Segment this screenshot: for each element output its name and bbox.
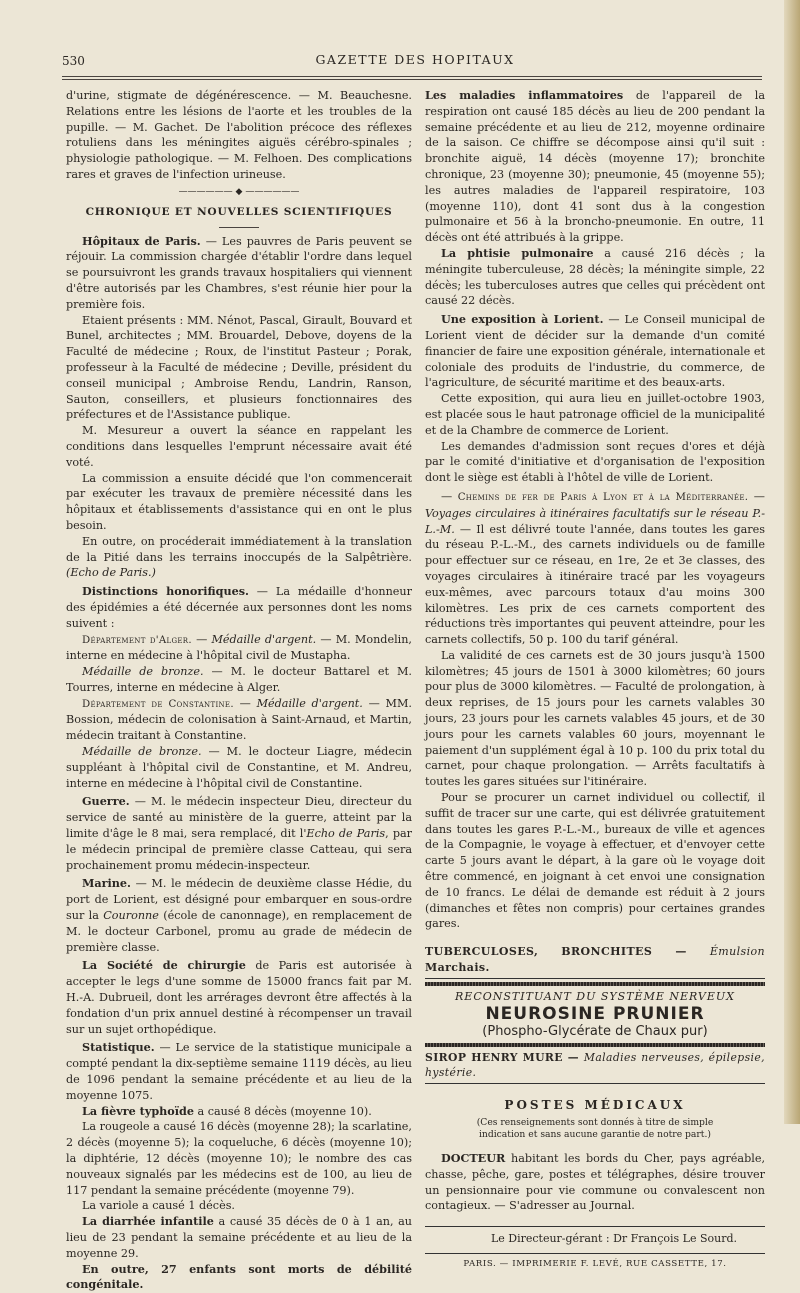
respir-text: de l'appareil de la respiration ont causé 185 décès au lieu de 200 pendant la semaine précédente et au lieu de 212, moyenne ordinaire de la saison. Ce chiffre se décompose ainsi qu'il suit : bronchite aiguë, 14 décès (moyenne 17); bronchite chronique, 23 (moyenne 30); pneumonie, 45 (moyenne 55); les autres maladies de l'appareil respiratoire, 103 (moyenne 110), dont 41 sont dus à la congestion pulmonaire et 56 à la broncho-pneumonie. En outre, 11 décès ont été attribués à la grippe. <box>425 89 766 245</box>
rougeole-paragraph: La rougeole a causé 16 décès (moyenne 28); la scarlatine, 2 décès (moyenne 5); la coqueluche, 6 décès (moyenne 10); la diphtérie, 12 décès (moyenne 10); le nombre des cas nouveaux signalés par les médecins est de 100, au lieu de 117 pendant la semaine précédente (moyenne 79). <box>66 1120 412 1197</box>
advertisement-block <box>425 944 765 1084</box>
phtisie-paragraph <box>425 246 765 309</box>
const-medal: Médaille d'argent. <box>256 696 363 710</box>
const-text: — MM. Bossion, médecin de colonisation à Saint-Arnaud, et Martin, médecin traitant à Constantine. <box>66 696 412 743</box>
translation-source: (Echo de Paris.) <box>66 566 156 580</box>
stat-text: — Le service de la statistique municipale a compté pendant la dix-septième semaine 1119 décès, au lieu de 1096 pendant la semaine précédente et au lieu de la moyenne 1075. <box>66 1041 412 1102</box>
respiration-paragraph <box>425 88 765 246</box>
statistique-paragraph <box>66 1040 412 1103</box>
translation-text: En outre, on procéderait immédiatement à la translation de la Pitié dans les terrains inoccupés de la Salpêtrière. <box>66 534 412 564</box>
presents-paragraph: Etaient présents : MM. Nénot, Pascal, Girault, Bouvard et Bunel, architectes ; MM. Brouardel, Debove, doyens de la Faculté de médecine ; Roux, de l'institut Pasteur ; Porak, professeur à la Faculté de médecine ; Deville, président du conseil municipal ; Ambroise Rendu, Landrin, Ranson, Sauton, conseillers, et plusieurs fonctionnaires des préfectures et de l'Assistance publique. <box>66 313 412 422</box>
ad-sirop-desc: Maladies nerveuses, épilepsie, hystérie. <box>425 1050 766 1080</box>
validite-paragraph: La validité de ces carnets est de 30 jours jusqu'à 1500 kilomètres; 45 jours de 1501 à 3000 kilomètres; 60 jours pour plus de 3000 kilomètres. — Faculté de prolongation, à deux reprises, de 15 jours pour les carnets valables 30 jours, 23 jours pour les carnets valables 45 jours, et de 30 jours pour les carnets valables 60 jours, moyennant le paiement d'un supplément égal à 10 p. 100 du prix total du carnet, pour chaque prolongation. — Arrêts facultatifs à toutes les gares situées sur l'itinéraire. <box>425 648 765 789</box>
phtisie-lead: La phtisie pulmonaire <box>441 245 594 260</box>
ad-emulsion: Émulsion <box>709 945 765 959</box>
right-column <box>425 88 765 1273</box>
alger-medal: Médaille d'argent. <box>211 632 317 646</box>
marine-paragraph <box>66 876 412 955</box>
ad-tuberculoses <box>425 944 765 979</box>
typhoide-paragraph <box>66 1104 412 1120</box>
expo-date-paragraph: Cette exposition, qui aura lieu en juillet-octobre 1903, est placée sous le haut patronage officiel de la municipalité et de la Chambre de commerce de Lorient. <box>425 392 765 437</box>
const-bronze-text: — M. le docteur Liagre, médecin suppléant à l'hôpital civil de Constantine, et M. Andreu, interne en médecine à l'hôpital civil de Constantine. <box>66 745 412 790</box>
typhoide-lead: La fièvre typhoïde <box>82 1103 194 1118</box>
chirurgie-text: de Paris est autorisée à accepter le legs d'une somme de 15000 francs fait par M. H.-A. Dubrueil, dont les arrérages devront être affectés à la fondation d'un prix annuel destiné à récompenser un travail sur un sujet orthopédique. <box>66 959 412 1036</box>
ad-reconstituant: RECONSTITUANT DU SYSTÈME NERVEUX <box>455 989 735 1003</box>
const-argent-paragraph: Département de Constantine. — Médaille d'argent. — MM. Bossion, médecin de colonisation à Saint-Arnaud, et Martin, médecin traitant à Constantine. <box>66 696 412 743</box>
alger-text: — M. Mondelin, interne en médecine à l'hôpital civil de Mustapha. <box>66 632 412 663</box>
postes-title: POSTES MÉDICAUX <box>504 1098 686 1113</box>
docteur-paragraph <box>425 1151 765 1214</box>
translation-paragraph <box>66 534 412 581</box>
docteur-lead: DOCTEUR <box>441 1151 506 1166</box>
variole-paragraph: La variole a causé 1 décès. <box>82 1199 235 1213</box>
ad-sirop <box>425 1050 765 1085</box>
diarrhee-lead: La diarrhée infantile <box>82 1214 214 1229</box>
chemins-text: — Il est délivré toute l'année, dans toutes les gares du réseau P.-L.-M., des carnets individuels ou de famille pour effectuer sur ce réseau, en 1re, 2e et 3e classes, des voyages circulaires à itinéraire tracé par les voyageurs eux-mêmes, avec parcours totaux d'au moins 300 kilomètres. Les prix de ces carnets comportent des réductions très importantes qui peuvent atteindre, pour les carnets collectifs, 50 p. 100 du tarif général. <box>425 522 765 647</box>
header-rule <box>62 76 762 77</box>
alger-bronze-text: — M. le docteur Battarel et M. Tourres, interne en médecine à Alger. <box>66 665 412 694</box>
distinctions-lead: Distinctions honorifiques. <box>82 584 249 599</box>
marine-text-b: (école de canonnage), en remplacement de M. le docteur Carbonel, promu au grade de médecin de première classe. <box>66 909 412 954</box>
guerre-text-b: , par le médecin principal de première classe Catteau, qui sera prochainement promu médecin-inspecteur. <box>66 827 412 872</box>
alger-bronze-paragraph <box>66 664 412 696</box>
chemins-lead: Chemins de fer de Paris à Lyon et à la Méditerranée. <box>457 491 749 503</box>
const-dept: Département de Constantine. <box>82 698 234 710</box>
enfants-paragraph: En outre, 27 enfants sont morts de débilité congénitale. <box>66 1261 412 1292</box>
marine-ship: Couronne <box>103 909 159 923</box>
ad-phospho: (Phospho-Glycérate de Chaux pur) <box>482 1023 708 1039</box>
ad-divider-2 <box>425 1043 765 1047</box>
ad-divider <box>425 982 765 986</box>
guerre-paragraph <box>66 794 412 873</box>
guerre-text-a: — M. le médecin inspecteur Dieu, directeur du service de santé au ministère de la guerre, atteint par la limite d'âge le 8 mai, sera remplacé, dit l' <box>66 795 412 841</box>
diarrhee-paragraph <box>66 1214 412 1261</box>
commission-paragraph: La commission a ensuite décidé que l'on commencerait par exécuter les travaux de première nécessité dans les hôpitaux et établissements d'assistance qui en ont le plus besoin. <box>66 471 412 532</box>
footer-rule <box>425 1226 765 1227</box>
const-bronze-paragraph <box>66 744 412 791</box>
exposition-paragraph <box>425 312 765 391</box>
ad-marchais: Marchais. <box>425 961 490 975</box>
procurer-paragraph: Pour se procurer un carnet individuel ou collectif, il suffit de tracer sur une carte, qui est délivrée gratuitement dans toutes les gares P.-L.-M., bureaux de ville et agences de la Compagnie, le voyage à effectuer, et d'envoyer cette carte 5 jours avant le départ, à la gare où le voyage doit être commencé, en joignant à cet envoi une consignation de 10 francs. Le délai de demande est réduit à 2 jours (dimanches et fêtes non compris) pour certaines grandes gares. <box>425 791 765 931</box>
section-title: CHRONIQUE ET NOUVELLES SCIENTIFIQUES <box>85 205 393 218</box>
marine-lead: Marine. <box>82 876 131 891</box>
ad-tuberculoses-text: TUBERCULOSES, BRONCHITES — <box>425 945 710 959</box>
distinctions-text: — La médaille d'honneur des épidémies a été décernée aux personnes dont les noms suivent : <box>66 585 412 630</box>
intro-paragraph: d'urine, stigmate de dégénérescence. — M. Beauchesne. Relations entre les lésions de l'aorte et les troubles de la pupille. — M. Gachet. De l'abolition précoce des réflexes rotuliens dans les méningites aiguës cérébro-spinales ; physiologie pathologique. — M. Felhoen. Des complications rares et graves de l'infection urineuse. <box>66 89 412 181</box>
page-number: 530 <box>62 54 85 68</box>
hopitaux-paragraph <box>66 234 412 313</box>
chirurgie-lead: La Société de chirurgie <box>82 958 246 973</box>
printer-line: PARIS. — IMPRIMERIE F. LEVÉ, RUE CASSETTE, 17. <box>425 1253 765 1273</box>
alger-dept: Département d'Alger. <box>82 634 192 646</box>
chirurgie-paragraph <box>66 958 412 1037</box>
expo-text: — Le Conseil municipal de Lorient vient de décider sur la demande d'un comité financier de faire une exposition générale, internationale et coloniale des produits de l'industrie, du commerce, de l'agriculture, de sécurité maritime et des beaux-arts. <box>425 313 765 390</box>
diarrhee-text: a causé 35 décès de 0 à 1 an, au lieu de 23 pendant la semaine précédente et au lieu de la moyenne 29. <box>66 1215 413 1260</box>
expo-lead: Une exposition à Lorient. <box>441 312 604 327</box>
hopitaux-lead: Hôpitaux de Paris. <box>82 233 201 248</box>
separator-ornament: —————— ◆ —————— <box>178 186 300 197</box>
left-column <box>66 88 412 1293</box>
section-rule <box>219 227 259 228</box>
chemins-paragraph: — Chemins de fer de Paris à Lyon et à la Méditerranée. — Voyages circulaires à itinéraires facultatifs sur le réseau P.-L.-M. — Il est délivré toute l'année, dans toutes les gares du réseau P.-L.-M., des carnets individuels ou de famille pour effectuer sur ce réseau, en 1re, 2e et 3e classes, des voyages circulaires à itinéraire tracé par les voyageurs eux-mêmes, avec parcours totaux d'au moins 300 kilomètres. Les prix de ces carnets comportent des réductions très importantes qui peuvent atteindre, pour les carnets collectifs, 50 p. 100 du tarif général. <box>425 489 765 647</box>
typhoide-text: a causé 8 décès (moyenne 10). <box>193 1104 372 1118</box>
gerant-line: Le Directeur-gérant : Dr François Le Sourd. <box>490 1232 737 1246</box>
chemins-sub: Voyages circulaires à itinéraires facultatifs sur le réseau P.-L.-M. <box>425 506 765 536</box>
page-header <box>62 50 768 76</box>
journal-title: GAZETTE DES HOPITAUX <box>315 52 515 67</box>
guerre-source: Echo de Paris <box>306 827 386 841</box>
respir-lead: Les maladies inflammatoires <box>425 88 624 102</box>
stat-lead: Statistique. <box>82 1040 155 1055</box>
distinctions-paragraph <box>66 584 412 631</box>
marine-text-a: — M. le médecin de deuxième classe Hédie, du port de Lorient, est désigné pour embarquer en sous-ordre sur la <box>66 877 412 923</box>
ad-sirop-text: SIROP HENRY MURE — <box>425 1050 584 1064</box>
page-edge <box>784 0 800 1124</box>
header-rule-double <box>62 79 762 80</box>
const-bronze-medal: Médaille de bronze. <box>82 745 202 759</box>
alger-argent-paragraph: Département d'Alger. — Médaille d'argent. — M. Mondelin, interne en médecine à l'hôpital civil de Mustapha. <box>66 632 412 663</box>
phtisie-text: a causé 216 décès ; la méningite tuberculeuse, 28 décès; la méningite simple, 22 décès; les tuberculoses autres que celles qui précèdent ont causé 22 décès. <box>425 246 765 308</box>
docteur-text: habitant les bords du Cher, pays agréable, chasse, pêche, gare, postes et télégraphes, désire trouver un pensionnaire pour vie commune ou convalescent non contagieux. — S'adresser au Journal. <box>425 1152 765 1213</box>
postes-note: (Ces renseignements sont donnés à titre de simple indication et sans aucune garantie de notre part.) <box>476 1117 714 1141</box>
ad-neurosine: NEUROSINE PRUNIER <box>485 1003 705 1024</box>
hopitaux-text: — Les pauvres de Paris peuvent se réjouir. La commission chargée d'établir l'ordre dans lequel se poursuivront les grands travaux hospitaliers qui viennent d'être autorisés par les Chambres, s'est réunie hier pour la première fois. <box>66 234 412 311</box>
guerre-lead: Guerre. <box>82 794 130 809</box>
mesureur-paragraph: M. Mesureur a ouvert la séance en rappelant les conditions dans lesquelles l'emprunt nécessaire avait été voté. <box>66 424 412 469</box>
alger-bronze-medal: Médaille de bronze. <box>82 665 204 679</box>
expo-demandes-paragraph: Les demandes d'admission sont reçues d'ores et déjà par le comité d'initiative et d'organisation de l'exposition dont le siège est établi à l'hôtel de ville de Lorient. <box>425 439 765 485</box>
